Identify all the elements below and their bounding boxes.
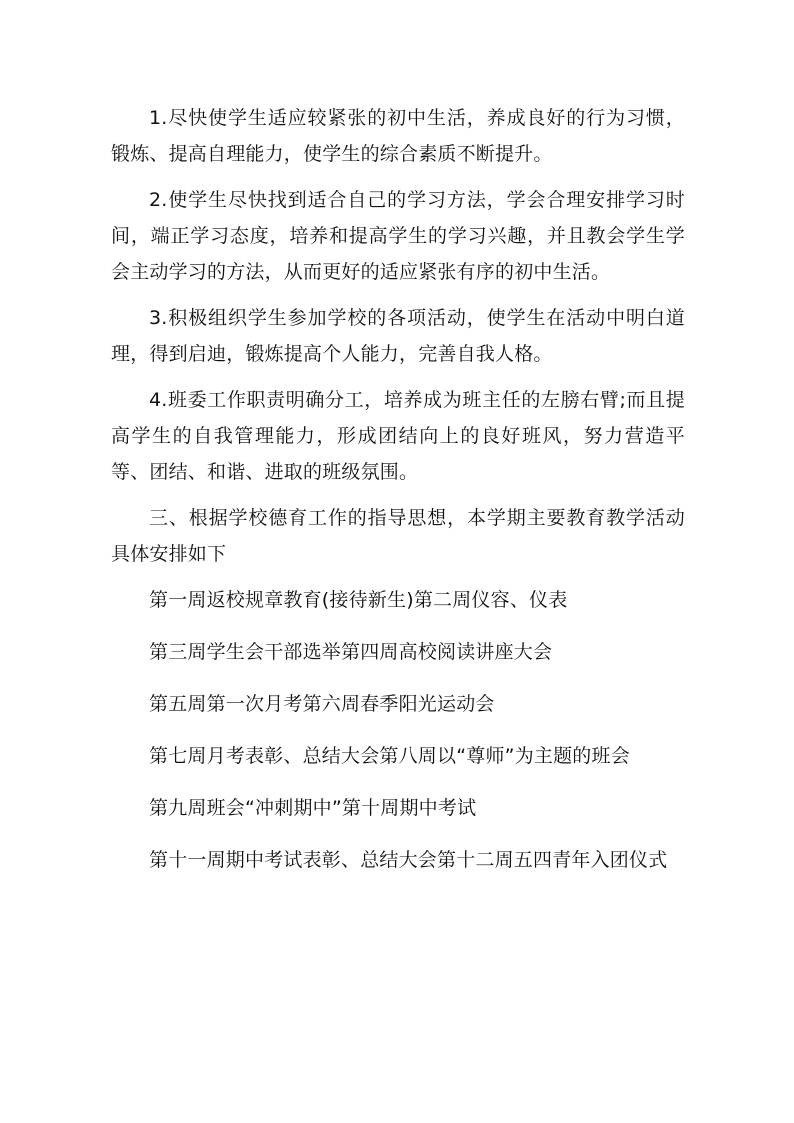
schedule-item: 第七周月考表彰、总结大会第八周以“尊师”为主题的班会 — [149, 745, 630, 767]
section-three-heading: 三、根据学校德育工作的指导思想，本学期主要教育教学活动具体安排如下 — [111, 507, 685, 565]
schedule-item: 第三周学生会干部选举第四周高校阅读讲座大会 — [149, 641, 553, 663]
schedule-item: 第九周班会“冲刺期中”第十周期中考试 — [149, 797, 477, 819]
goal-paragraph-4: 4.班委工作职责明确分工，培养成为班主任的左膀右臂;而且提高学生的自我管理能力，形成团结向上的良好班风，努力营造平等、团结、和谐、进取的班级氛围。 — [111, 389, 685, 483]
goal-paragraph-3: 3.积极组织学生参加学校的各项活动，使学生在活动中明白道理，得到启迪，锻炼提高个人能力，完善自我人格。 — [111, 307, 685, 365]
schedule-item: 第十一周期中考试表彰、总结大会第十二周五四青年入团仪式 — [149, 849, 668, 871]
document-body — [111, 100, 685, 894]
schedule-item: 第一周返校规章教育(接待新生)第二周仪容、仪表 — [149, 589, 568, 611]
schedule-item: 第五周第一次月考第六周春季阳光运动会 — [149, 693, 495, 715]
goal-paragraph-1: 1.尽快使学生适应较紧张的初中生活，养成良好的行为习惯，锻炼、提高自理能力，使学生的综合素质不断提升。 — [111, 107, 685, 165]
goal-paragraph-2: 2.使学生尽快找到适合自己的学习方法，学会合理安排学习时间，端正学习态度，培养和提高学生的学习兴趣，并且教会学生学会主动学习的方法，从而更好的适应紧张有序的初中生活。 — [111, 189, 685, 283]
